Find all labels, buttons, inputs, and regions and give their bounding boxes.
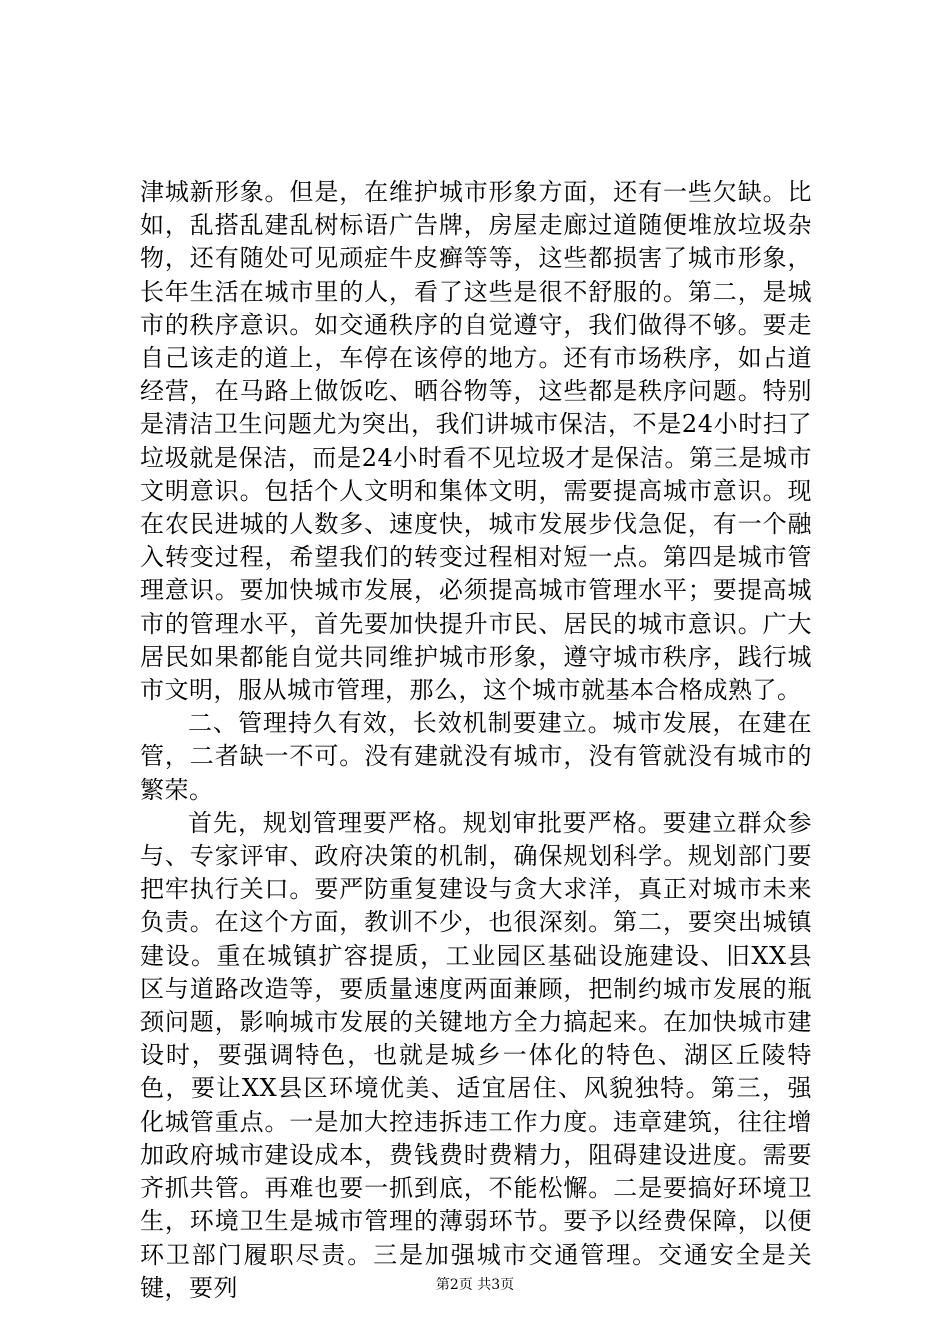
document-body [140, 176, 812, 1305]
paragraph-2: 二、管理持久有效，长效机制要建立。城市发展，在建在管，二者缺一不可。没有建就没有城市，没有管就没有城市的繁荣。 [140, 709, 812, 804]
page-footer: 第2页 共3页 [435, 1277, 515, 1293]
paragraph-3: 首先，规划管理要严格。规划审批要严格。要建立群众参与、专家评审、政府决策的机制，确保规划科学。规划部门要把牢执行关口。要严防重复建设与贪大求洋，真正对城市未来负责。在这个方面，教训不少，也很深刻。第二，要突出城镇建设。重在城镇扩容提质，工业园区基础设施建设、旧XX县区与道路改造等，要质量速度两面兼顾，把制约城市发展的瓶颈问题，影响城市发展的关键地方全力搞起来。在加快城市建设时，要强调特色，也就是城乡一体化的特色、湖区丘陵特色，要让XX县区环境优美、适宜居住、风貌独特。第三，强化城管重点。一是加大控违拆违工作力度。违章建筑，往往增加政府城市建设成本，费钱费时费精力，阻碍建设进度。需要齐抓共管。再难也要一抓到底，不能松懈。二是要搞好环境卫生，环境卫生是城市管理的薄弱环节。要予以经费保障，以便环卫部门履职尽责。三是加强城市交通管理。交通安全是关键，要列 [140, 808, 812, 1302]
paragraph-1: 津城新形象。但是，在维护城市形象方面，还有一些欠缺。比如，乱搭乱建乱树标语广告牌，房屋走廊过道随便堆放垃圾杂物，还有随处可见顽症牛皮癣等等，这些都损害了城市形象，长年生活在城市里的人，看了这些是很不舒服的。第二，是城市的秩序意识。如交通秩序的自觉遵守，我们做得不够。要走自己该走的道上，车停在该停的地方。还有市场秩序，如占道经营，在马路上做饭吃、晒谷物等，这些都是秩序问题。特别是清洁卫生问题尤为突出，我们讲城市保洁，不是24小时扫了垃圾就是保洁，而是24小时看不见垃圾才是保洁。第三是城市文明意识。包括个人文明和集体文明，需要提高城市意识。现在农民进城的人数多、速度快，城市发展步伐急促，有一个融入转变过程，希望我们的转变过程相对短一点。第四是城市管理意识。要加快城市发展，必须提高城市管理水平；要提高城市的管理水平，首先要加快提升市民、居民的城市意识。广大居民如果都能自觉共同维护城市形象，遵守城市秩序，践行城市文明，服从城市管理，那么，这个城市就基本合格成熟了。 [140, 178, 812, 705]
